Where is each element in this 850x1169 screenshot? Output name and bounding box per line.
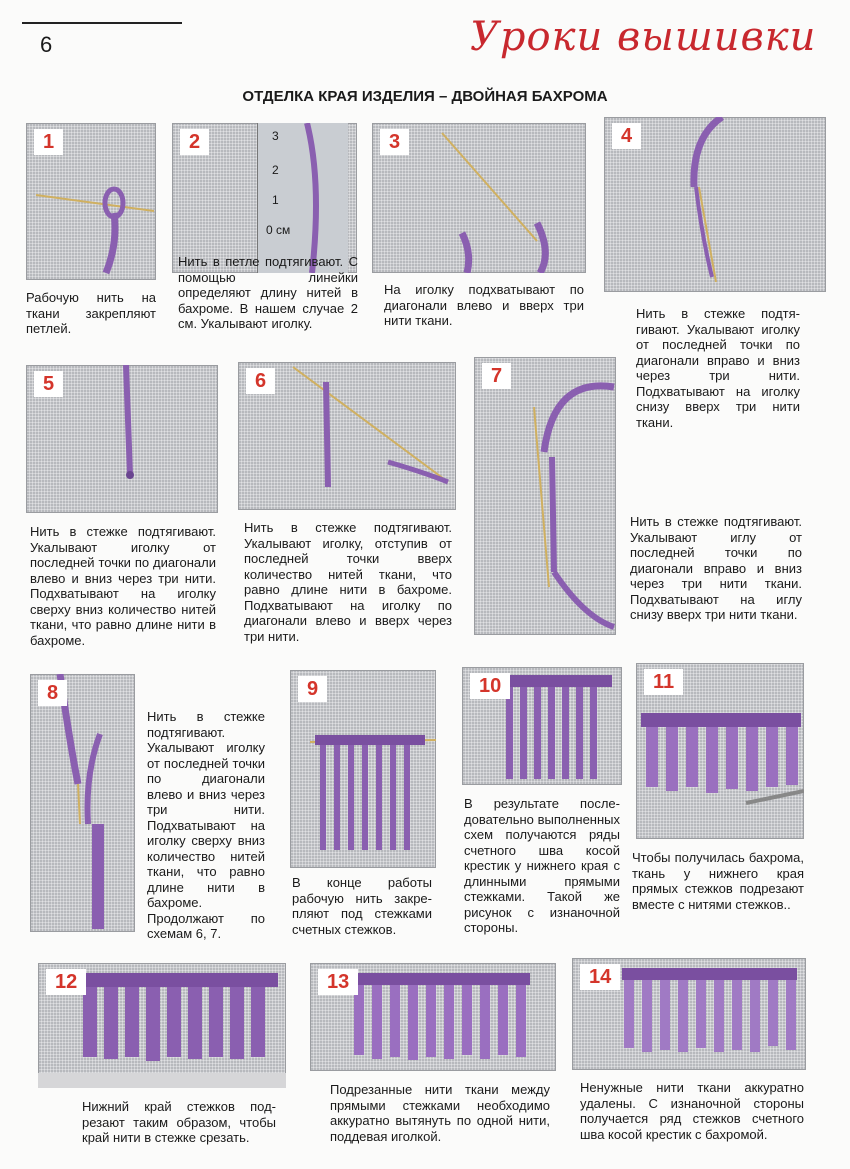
ruler-label: 1 xyxy=(272,193,279,207)
step-number: 1 xyxy=(34,129,63,155)
step-caption-8: Нить в стежке подтягивают. Укалывают иголку от последней точки по диагонали влево и вниз через три нити. Подхватывают на иголку сверху вниз количество нитей ткани, что равно длине нити в бахроме. Продолжают по схемам 6, 7. xyxy=(147,709,265,941)
step-number: 2 xyxy=(180,129,209,155)
ruler-label: 2 xyxy=(272,163,279,177)
step-caption-11: Чтобы получилась бахрома, ткань у нижнего края прямых стежков подрезают вместе с нитями стежков.. xyxy=(632,850,804,912)
ruler-label: 0 см xyxy=(266,223,291,237)
step-caption-9: В конце работы рабочую нить закрепляют под стежками счетных стежков. xyxy=(292,875,432,937)
step-caption-4: Нить в стежке подтягивают. Укалывают иголку от последней точки по диагонали вправо и вниз через три нити. Подхватывают на иголку снизу вверх три нити ткани. xyxy=(636,306,800,430)
step-caption-1: Рабочую нить на ткани закрепляют петлей. xyxy=(26,290,156,336)
step-caption-7: Нить в стежке подтягивают. Укалывают иглу от последней точки по диагонали вправо и вниз через три нити ткани. Подхватывают на иглу снизу вверх три нити ткани. xyxy=(630,514,802,622)
step-number: 4 xyxy=(612,123,641,149)
top-rule xyxy=(22,22,182,24)
step-number: 8 xyxy=(38,680,67,706)
step-caption-14: Ненужные нити ткани аккуратно удалены. С изнаночной стороны получается ряд стежков счетного шва косой крестик с бахромой. xyxy=(580,1080,804,1142)
step-photo-4 xyxy=(604,117,826,292)
header-title: Уроки вышивки xyxy=(470,14,817,60)
step-number: 5 xyxy=(34,371,63,397)
step-caption-13: Подрезанные нити ткани между прямыми стежками необходимо аккуратно вытянуть по одной нити, поддевая иголкой. xyxy=(330,1082,550,1144)
step-number: 12 xyxy=(46,969,86,995)
step-photo-14 xyxy=(572,958,806,1070)
step-caption-10: В результате последовательно выполненных схем получаются ряды счетного шва косой крестик у нижнего края с длинными прямыми стежками. Такой же рисунок с изнаночной стороны. xyxy=(464,796,620,935)
step-number: 10 xyxy=(470,673,510,699)
step-caption-12: Нижний край стежков подрезают таким образом, чтобы край нити в стежке срезать. xyxy=(82,1099,276,1145)
step-photo-2 xyxy=(172,123,357,273)
step-caption-5: Нить в стежке подтягивают. Укалывают иголку от последней точки по диагонали влево и вниз через три нити. Подхватывают на иголку сверху вниз количество нитей ткани, что равно длине нити в бахроме. xyxy=(30,524,216,648)
step-number: 6 xyxy=(246,368,275,394)
step-photo-5 xyxy=(26,365,218,513)
step-photo-6 xyxy=(238,362,456,510)
step-photo-12 xyxy=(38,963,286,1088)
step-photo-9 xyxy=(290,670,436,868)
step-photo-3 xyxy=(372,123,586,273)
section-title: ОТДЕЛКА КРАЯ ИЗДЕЛИЯ – ДВОЙНАЯ БАХРОМА xyxy=(242,88,608,105)
step-photo-8 xyxy=(30,674,135,932)
step-photo-1 xyxy=(26,123,156,280)
step-caption-6: Нить в стежке подтягивают. Укалывают иголку, отступив от последней точки вверх количество нитей ткани, что равно длине нити в бахроме. Подхватывают на иголку по диагонали влево и вверх через три нити. xyxy=(244,520,452,644)
step-number: 7 xyxy=(482,363,511,389)
step-photo-11 xyxy=(636,663,804,839)
page-number: 6 xyxy=(40,32,53,57)
step-caption-3: На иголку подхватывают по диагонали влево и вверх три нити ткани. xyxy=(384,282,584,328)
step-caption-2: Нить в петле подтягивают. С помощью линейки определяют длину нитей в бахроме. В нашем случае 2 см. Укалывают иголку. xyxy=(178,254,358,331)
step-number: 9 xyxy=(298,676,327,702)
step-photo-7 xyxy=(474,357,616,635)
step-number: 3 xyxy=(380,129,409,155)
ruler-label: 3 xyxy=(272,129,279,143)
step-photo-10 xyxy=(462,667,622,785)
step-number: 13 xyxy=(318,969,358,995)
step-number: 11 xyxy=(644,669,683,695)
step-number: 14 xyxy=(580,964,620,990)
thread-illustration xyxy=(474,357,616,635)
thread-illustration xyxy=(30,674,135,932)
step-photo-13 xyxy=(310,963,556,1071)
